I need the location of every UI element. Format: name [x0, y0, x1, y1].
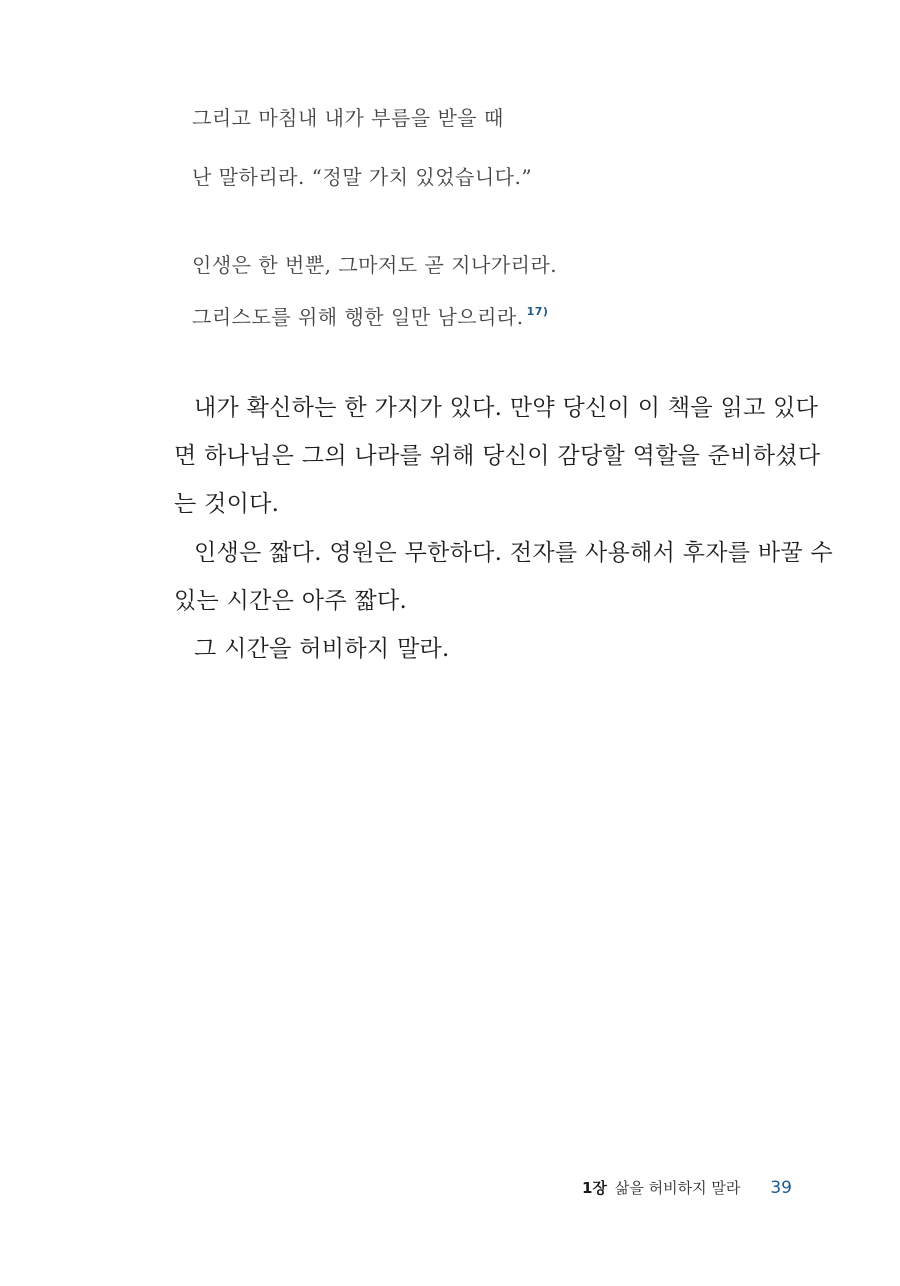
page-footer	[582, 1176, 792, 1200]
paragraph-1-line-3: 는 것이다.	[174, 491, 280, 517]
poem-line: 난 말하리라. “정말 가치 있었습니다.”	[192, 165, 533, 189]
chapter-title: 삶을 허비하지 말라	[614, 1179, 741, 1197]
footnote-marker: 17)	[526, 305, 549, 318]
paragraph-3-line-1: 그 시간을 허비하지 말라.	[194, 636, 450, 662]
poem-line: 인생은 한 번뿐, 그마저도 곧 지나가리라.	[192, 253, 558, 277]
poem-line-with-footnote	[192, 300, 557, 329]
chapter-label: 1장	[581, 1179, 607, 1197]
poem-stanza-2	[192, 253, 558, 329]
paragraph-1-line-1: 내가 확신하는 한 가지가 있다. 만약 당신이 이 책을 읽고 있다	[194, 395, 819, 421]
paragraph-2-line-2: 있는 시간은 아주 짧다.	[174, 588, 408, 614]
paragraph-1-line-2: 면 하나님은 그의 나라를 위해 당신이 감당할 역할을 준비하셨다	[174, 443, 821, 469]
poem-line: 그리스도를 위해 행한 일만 남으리라.	[192, 305, 524, 329]
poem-line: 그리고 마침내 내가 부름을 받을 때	[192, 106, 504, 130]
page-number: 39	[770, 1178, 792, 1198]
paragraph-2-line-1: 인생은 짧다. 영원은 무한하다. 전자를 사용해서 후자를 바꿀 수	[194, 540, 834, 566]
poem-stanza-1	[192, 106, 532, 189]
